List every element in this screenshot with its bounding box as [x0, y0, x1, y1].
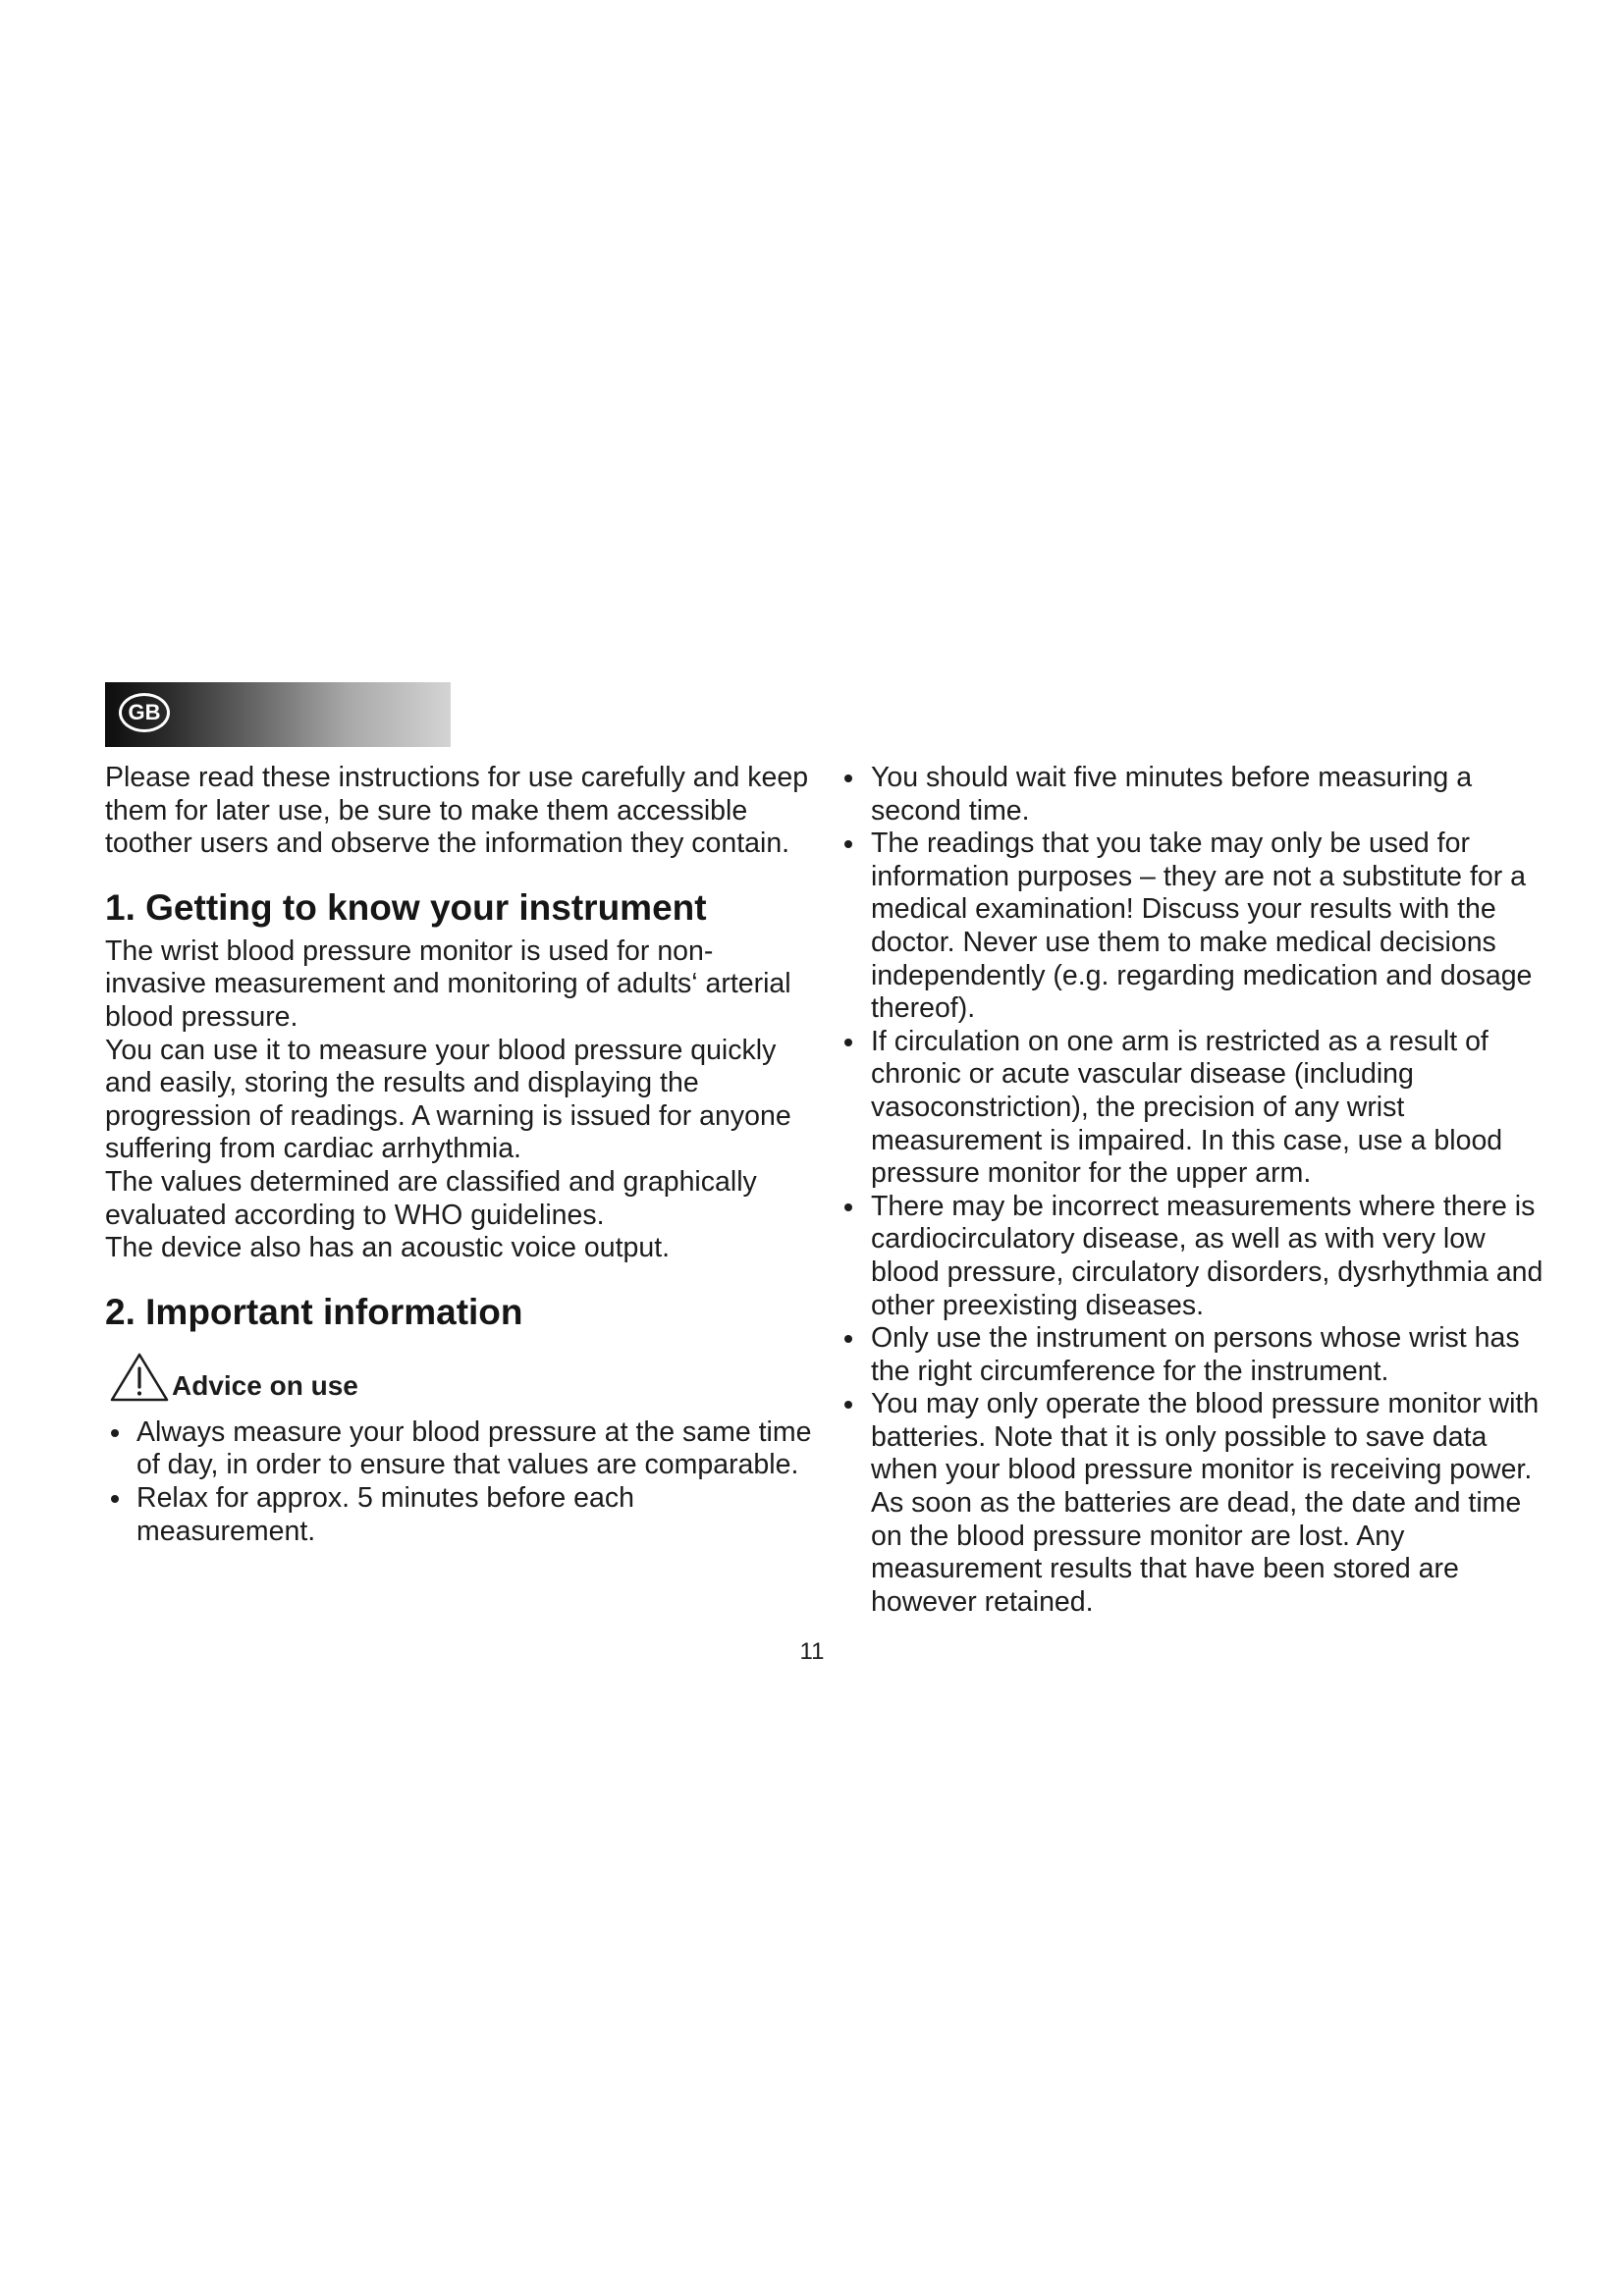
list-item: If circulation on one arm is restricted as a result of chronic or acute vascular disease (including vasoconstriction), the precision of any wrist measurement is impaired. In this case, use a blood pressure monitor for the upper arm. [837, 1026, 1543, 1191]
left-column [105, 762, 812, 1548]
section-2-title: 2. Important information [105, 1291, 523, 1332]
intro-text: Please read these instructions for use carefully and keep them for later use, be sure to make them accessible toother users and observe the information they contain. [105, 762, 809, 860]
section-1-paragraph: The wrist blood pressure monitor is used for non-invasive measurement and monitoring of adults‘ arterial blood pressure. [105, 934, 791, 1033]
list-item: There may be incorrect measurements where there is cardiocirculatory disease, as well as with very low blood pressure, circulatory disorders, dysrhythmia and other preexisting diseases. [837, 1191, 1543, 1322]
list-item: Always measure your blood pressure at the same time of day, in order to ensure that values are comparable. [105, 1416, 812, 1482]
advice-heading-label: Advice on use [172, 1369, 358, 1401]
section-1-paragraph: You can use it to measure your blood pressure quickly and easily, storing the results and displaying the progression of readings. A warning is issued for anyone suffering from cardiac arrhythmia. [105, 1034, 791, 1165]
advice-heading [109, 1352, 812, 1403]
list-item: You may only operate the blood pressure monitor with batteries. Note that it is only possible to save data when your blood pressure monitor is receiving power. As soon as the batteries are dead, the date and time on the blood pressure monitor are lost. Any measurement results that have been stored are however retained. [837, 1388, 1543, 1619]
section-1-paragraph: The device also has an acoustic voice output. [105, 1232, 671, 1264]
language-badge: GB [119, 693, 170, 732]
page-number: 11 [799, 1638, 825, 1665]
list-item: Only use the instrument on persons whose wrist has the right circumference for the instrument. [837, 1322, 1543, 1388]
section-1-title: 1. Getting to know your instrument [105, 886, 707, 928]
warning-triangle-icon [109, 1352, 170, 1403]
list-item: The readings that you take may only be used for information purposes – they are not a substitute for a medical examination! Discuss your results with the doctor. Never use them to make medical decisions independently (e.g. regarding medication and dosage thereof). [837, 828, 1543, 1026]
left-bullet-list [105, 1416, 812, 1548]
list-item: You should wait five minutes before measuring a second time. [837, 762, 1543, 828]
list-item: Relax for approx. 5 minutes before each measurement. [105, 1482, 812, 1548]
right-bullet-list [837, 762, 1543, 1619]
language-banner [105, 682, 451, 747]
section-1-paragraph: The values determined are classified and graphically evaluated according to WHO guidelines. [105, 1165, 757, 1231]
right-column [837, 762, 1543, 1619]
